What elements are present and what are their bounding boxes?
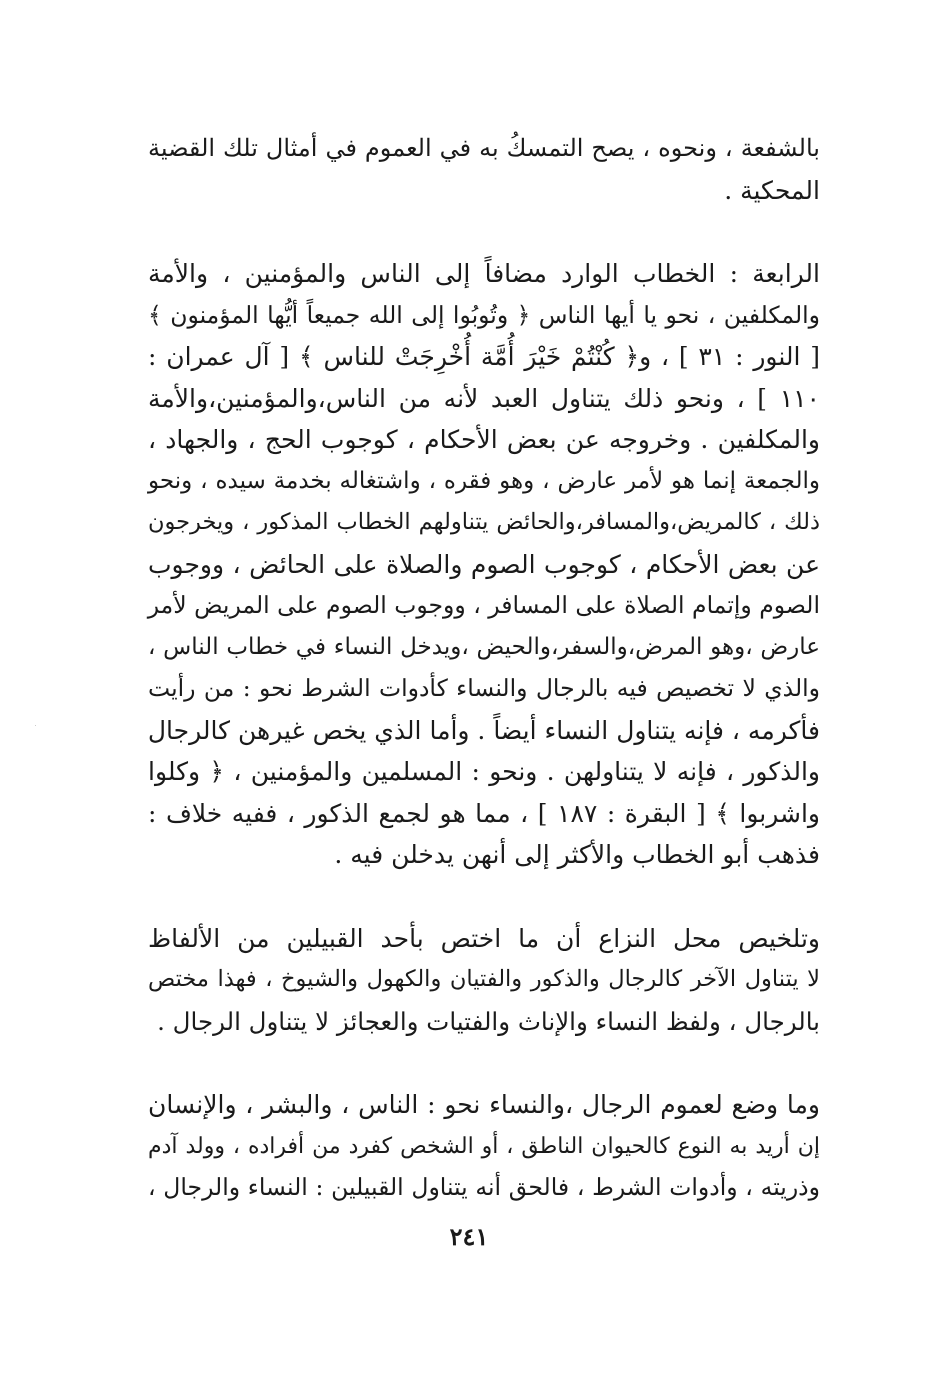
- text-line: فأكرمه ، فإنه يتناول النساء أيضاً . وأما الذي يخص غيرهن كالرجال: [147, 715, 820, 745]
- scan-mark: [35, 725, 36, 726]
- text-line: بالرجال ، ولفظ النساء والإناث والفتيات والعجائز لا يتناول الرجال .: [157, 1006, 820, 1036]
- text-line: الصوم وإتمام الصلاة على المسافر ، ووجوب الصوم على المريض لأمر: [147, 591, 820, 619]
- text-line: الرابعة : الخطاب الوارد مضافاً إلى الناس والمؤمنين ، والأمة: [148, 259, 820, 288]
- text-line: عارض ،وهو المرض،والسفر،والحيض ،ويدخل النساء في خطاب الناس ،: [148, 633, 820, 660]
- paragraph-3: [148, 918, 820, 1043]
- text-line: عن بعض الأحكام ، كوجوب الصوم والصلاة على الحائض ، ووجوب: [148, 549, 820, 579]
- paragraph-gap: [148, 876, 820, 918]
- text-line: المحكية .: [724, 175, 820, 205]
- text-line: والجمعة إنما هو لأمر عارض ، وهو فقره ، واشتغاله بخدمة سيده ، ونحو: [148, 467, 820, 494]
- text-line: إن أريد به النوع كالحيوان الناطق ، أو الشخص كفرد من أفراده ، وولد آدم: [148, 1133, 820, 1159]
- paragraph-2: [148, 253, 820, 876]
- text-line: وذريته ، وأدوات الشرط ، فالحق أنه يتناول القبيلين : النساء والرجال ،: [148, 1173, 820, 1201]
- page-body: [148, 128, 820, 1209]
- text-line: وتلخيص محل النزاع أن ما اختص بأحد القبيلين من الألفاظ: [148, 923, 820, 953]
- text-line: والذي لا تخصيص فيه بالرجال والنساء كأدوات الشرط نحو : من رأيت: [148, 674, 820, 702]
- text-line: والذكور ، فإنه لا يتناولهن . ونحو : المسلمين والمؤمنين ، ﴿ وكلوا: [148, 757, 820, 786]
- text-line: والمكلفين . وخروجه عن بعض الأحكام ، كوجوب الحج ، والجهاد ،: [148, 425, 820, 454]
- text-line: ١١٠ ] ، ونحو ذلك يتناول العبد لأنه من الناس،والمؤمنين،والأمة: [148, 383, 820, 413]
- page-number: ٢٤١: [449, 1222, 489, 1251]
- paragraph-gap: [148, 211, 820, 253]
- text-line: فذهب أبو الخطاب والأكثر إلى أنهن يدخلن فيه .: [334, 840, 820, 869]
- text-line: والمكلفين ، نحو يا أيها الناس ﴿ وتُوبُوا إلى الله جميعاً أيُّها المؤمنون ﴾: [148, 300, 820, 329]
- text-line: بالشفعة ، ونحوه ، يصح التمسكُ به في العموم في أمثال تلك القضية: [148, 134, 820, 162]
- text-line: وما وضع لعموم الرجال ،والنساء نحو : الناس ، والبشر ، والإنسان: [148, 1090, 820, 1119]
- text-line: ذلك ، كالمريض،والمسافر،والحائض يتناولهم الخطاب المذكور ، ويخرجون: [148, 509, 820, 535]
- text-line: [ النور : ٣١ ] ، و﴿ كُنْتُمْ خَيْرَ أُمَّة أُخْرِجَتْ للناس ﴾ [ آل عمران :: [148, 342, 820, 371]
- paragraph-1: [148, 128, 820, 211]
- paragraph-gap: [148, 1042, 820, 1084]
- paragraph-4: [148, 1084, 820, 1209]
- text-line: لا يتناول الآخر كالرجال والذكور والفتيان والكهول والشيوخ ، فهذا مختص: [148, 966, 820, 992]
- text-line: واشربوا ﴾ [ البقرة : ١٨٧ ] ، مما هو لجمع الذكور ، ففيه خلاف :: [148, 798, 820, 828]
